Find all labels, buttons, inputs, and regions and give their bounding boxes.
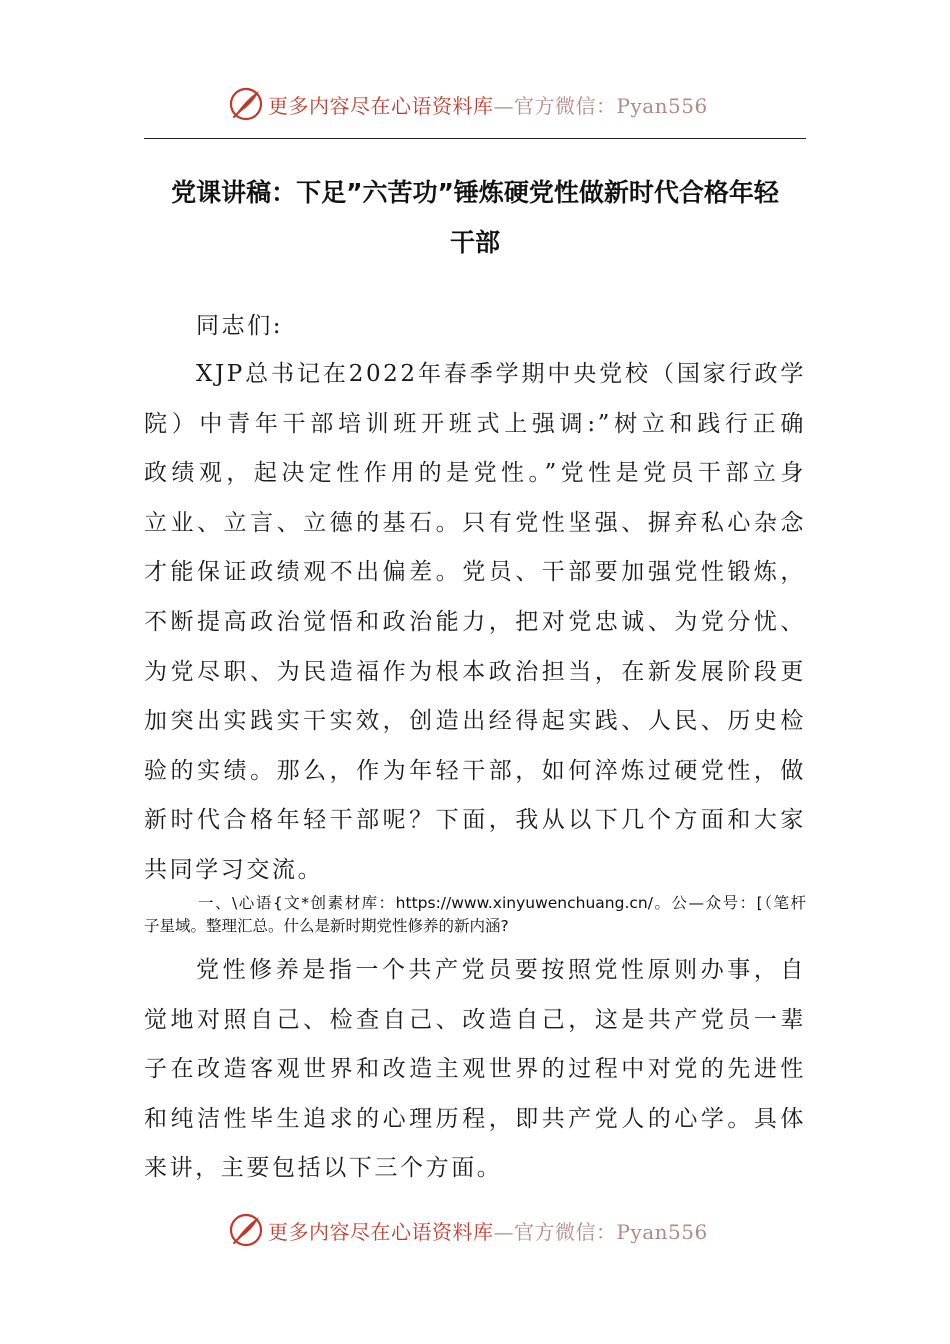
text-line: 验的实绩。那么，作为年轻干部，如何淬炼过硬党性，做 [144,757,806,784]
title-line: 党课讲稿：下足”六苦功”锤炼硬党性做新时代合格年轻 [171,178,779,207]
text-line: 觉地对照自己、检查自己、改造自己，这是共产党员一辈 [144,1006,806,1033]
text-line: 才能保证政绩观不出偏差。党员、干部要加强党性锻炼， [144,559,806,586]
quill-logo-icon [228,1212,264,1248]
text-line: 子在改造客观世界和改造主观世界的过程中对党的先进性 [144,1056,806,1083]
text-line: 不断提高政治觉悟和政治能力，把对党忠诚、为党分忧、 [144,608,806,635]
greeting: 同志们: [196,313,284,339]
text-line: 立业、立言、立德的基石。只有党性坚强、摒弃私心杂念 [144,509,806,536]
document-title [144,168,806,268]
text-line: XJP总书记在2022年春季学期中央党校（国家行政学 [196,361,806,387]
text-line: 加突出实践实干实效，创造出经得起实践、人民、历史检 [144,708,806,735]
text-line: 共同学习交流。 [144,856,324,883]
header-divider [144,138,806,139]
paragraph-party-spirit [144,946,806,1194]
text-line: 院）中青年干部培训班开班式上强调:”树立和践行正确 [144,410,806,437]
watermark-footer [228,1210,728,1250]
heading-line: 一、\心语{文*创素材库：https://www.xinyuwenchuang.cn/。公—众号：[（笔杆 [198,894,806,912]
watermark-text: 更多内容尽在心语资料库—官方微信：Pyan556 [268,93,708,118]
section-heading [144,892,806,938]
text-line: 来讲，主要包括以下三个方面。 [144,1155,503,1182]
text-line: 和纯洁性毕生追求的心理历程，即共产党人的心学。具体 [144,1105,806,1132]
watermark-header [228,84,728,124]
title-line: 干部 [449,228,500,257]
text-line: 为党尽职、为民造福作为根本政治担当，在新发展阶段更 [144,658,806,685]
text-line: 政绩观，起决定性作用的是党性。”党性是党员干部立身 [144,460,806,487]
watermark-text: 更多内容尽在心语资料库—官方微信：Pyan556 [268,1219,708,1244]
quill-logo-icon [228,86,264,122]
text-line: 新时代合格年轻干部呢？下面，我从以下几个方面和大家 [144,807,806,834]
text-line: 党性修养是指一个共产党员要按照党性原则办事，自 [196,957,806,983]
paragraph-intro [144,350,806,896]
heading-line: 子星域。整理汇总。什么是新时期党性修养的新内涵? [144,917,509,935]
